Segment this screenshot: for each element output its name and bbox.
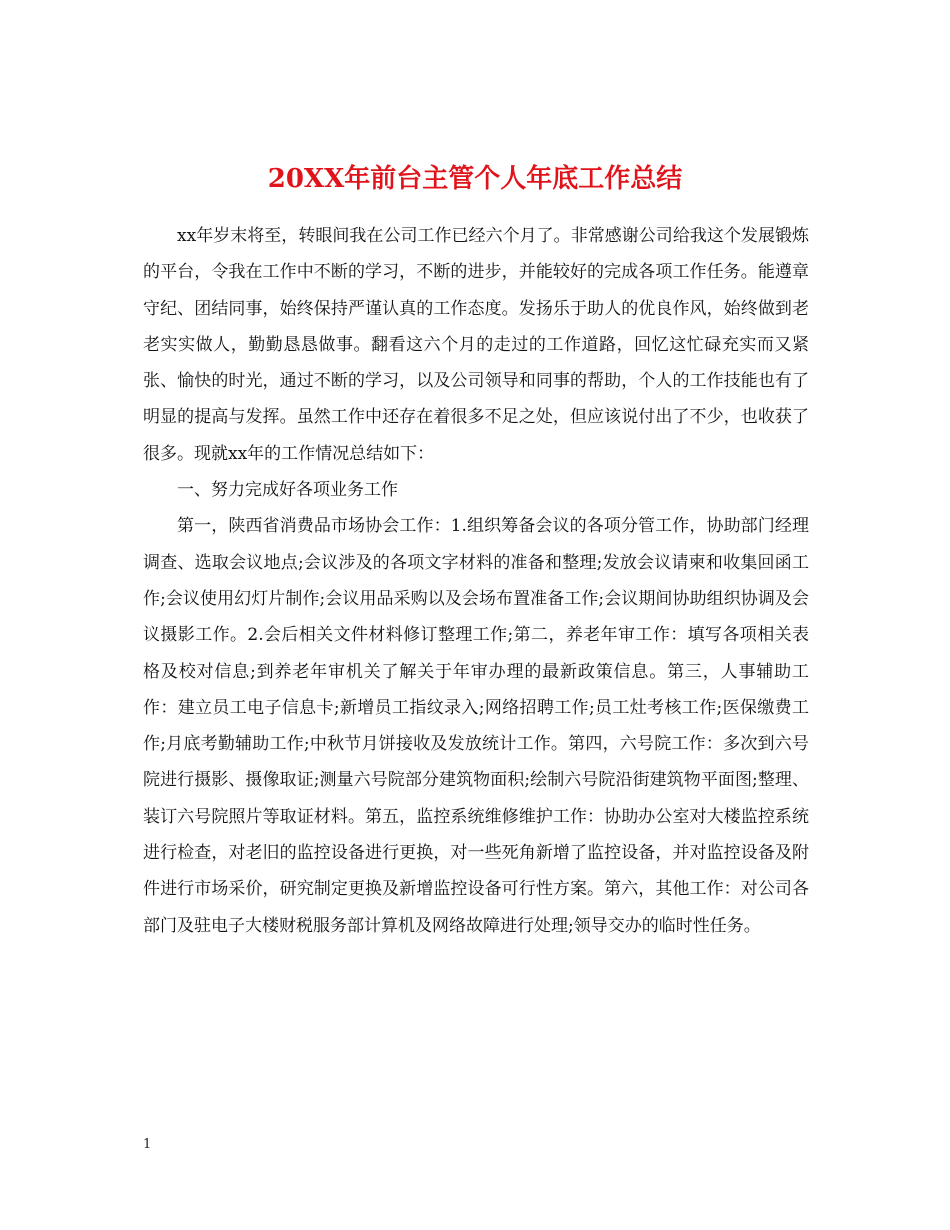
work-details-paragraph: 第一，陕西省消费品市场协会工作：1.组织筹备会议的各项分管工作，协助部门经理调查、选取会议地点;会议涉及的各项文字材料的准备和整理;发放会议请柬和收集回函工作;会议使用幻灯片制作;会议用品采购以及会场布置准备工作;会议期间协助组织协调及会议摄影工作。2.会后相关文件材料修订整理工作;第二，养老年审工作：填写各项相关表格及校对信息;到养老年审机关了解关于年审办理的最新政策信息。第三，人事辅助工作：建立员工电子信息卡;新增员工指纹录入;网络招聘工作;员工灶考核工作;医保缴费工作;月底考勤辅助工作;中秋节月饼接收及发放统计工作。第四，六号院工作：多次到六号院进行摄影、摄像取证;测量六号院部分建筑物面积;绘制六号院沿街建筑物平面图;整理、装订六号院照片等取证材料。第五，监控系统维修维护工作：协助办公室对大楼监控系统进行检查，对老旧的监控设备进行更换，对一些死角新增了监控设备，并对监控设备及附件进行市场采价，研究制定更换及新增监控设备可行性方案。第六，其他工作：对公司各部门及驻电子大楼财税服务部计算机及网络故障进行处理;领导交办的临时性任务。 bbox=[143, 516, 809, 936]
intro-paragraph: xx年岁末将至，转眼间我在公司工作已经六个月了。非常感谢公司给我这个发展锻炼的平台，令我在工作中不断的学习，不断的进步，并能较好的完成各项工作任务。能遵章守纪、团结同事，始终保持严谨认真的工作态度。发扬乐于助人的优良作风，始终做到老老实实做人，勤勤恳恳做事。翻看这六个月的走过的工作道路，回忆这忙碌充实而又紧张、愉快的时光，通过不断的学习，以及公司领导和同事的帮助，个人的工作技能也有了明显的提高与发挥。虽然工作中还存在着很多不足之处，但应该说付出了不少，也收获了很多。现就xx年的工作情况总结如下： bbox=[143, 226, 809, 464]
section-heading: 一、努力完成好各项业务工作 bbox=[177, 480, 398, 501]
page-number: 1 bbox=[143, 1137, 152, 1152]
document-body bbox=[143, 218, 809, 944]
page-title: 20XX年前台主管个人年底工作总结 bbox=[267, 164, 683, 195]
